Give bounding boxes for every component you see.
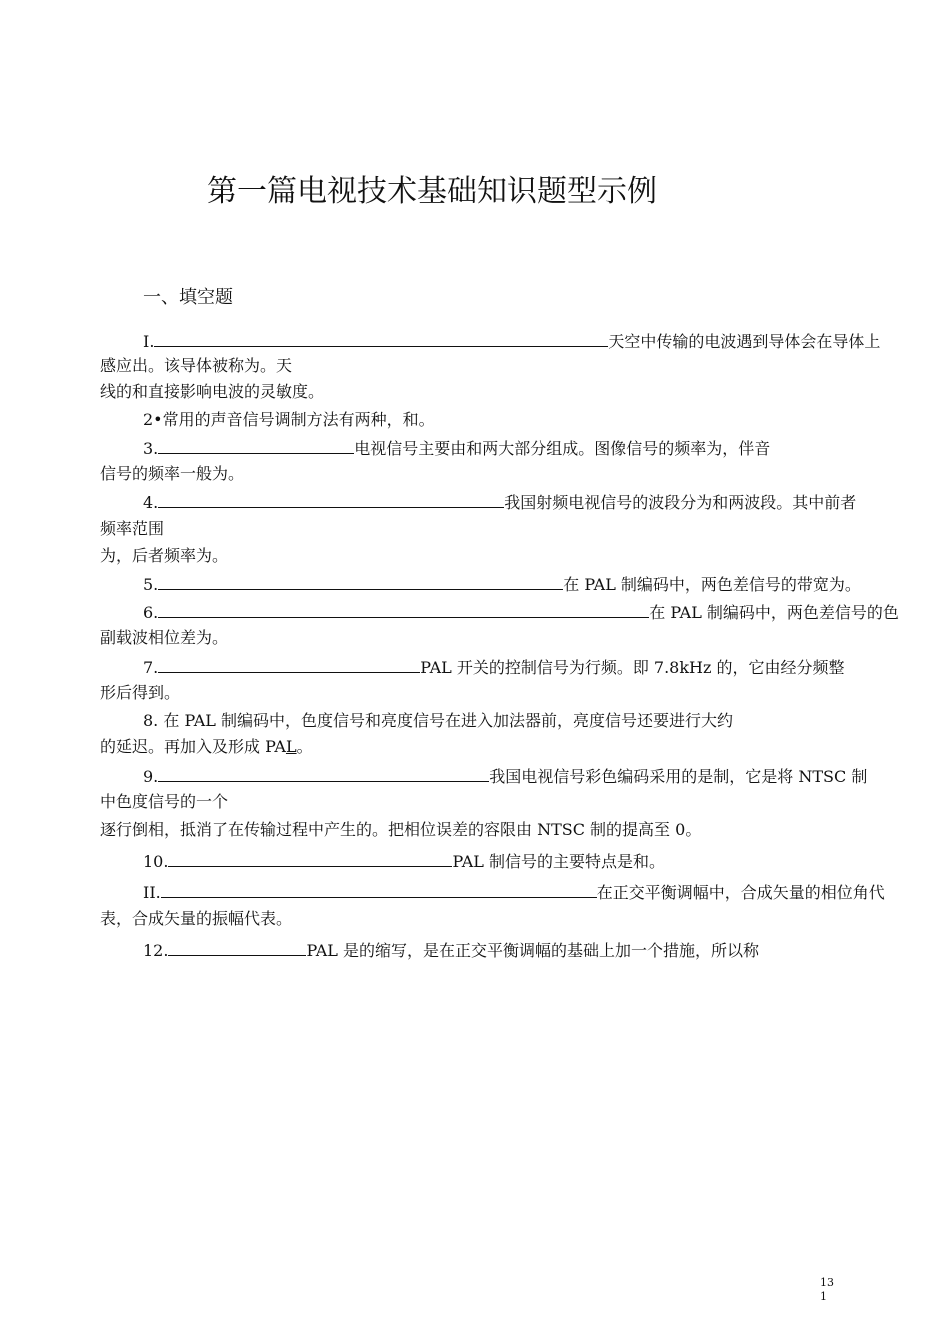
q10-number: 10. (143, 852, 169, 871)
q1-number: I. (143, 332, 155, 351)
q11-number: II. (143, 883, 161, 902)
question-11 (143, 882, 885, 903)
q11-text: 在正交平衡调幅中，合成矢量的相位角代 (596, 883, 885, 902)
q6-text: 在 PAL 制编码中，两色差信号的色 (649, 603, 899, 622)
question-7-cont: 形后得到。 (100, 683, 181, 702)
question-9-cont: 中色度信号的一个 (100, 792, 229, 811)
question-7 (143, 657, 845, 678)
q9-text: 我国电视信号彩色编码采用的是制，它是将 NTSC 制 (489, 767, 868, 786)
question-1 (143, 331, 880, 352)
q4-blank (158, 492, 504, 508)
q8-text-post: 。 (296, 737, 313, 756)
q12-text: PAL 是的缩写，是在正交平衡调幅的基础上加一个措施，所以称 (306, 941, 760, 960)
question-10 (143, 851, 665, 872)
question-8-cont (100, 737, 313, 757)
q10-text: PAL 制信号的主要特点是和。 (452, 852, 666, 871)
q1-text: 天空中传输的电波遇到导体会在导体上 (608, 332, 881, 351)
q5-blank (158, 574, 563, 590)
q6-number: 6. (143, 603, 159, 622)
q8-text-pre: 的延迟。再加入及形成 PA (100, 737, 286, 756)
q7-blank (158, 657, 420, 673)
q4-number: 4. (143, 493, 159, 512)
q3-text: 电视信号主要由和两大部分组成。图像信号的频率为，伴音 (354, 439, 771, 458)
question-3-cont: 信号的频率一般为。 (100, 464, 245, 483)
page-number-top: 13 (820, 1276, 834, 1289)
q10-blank (168, 851, 452, 867)
q6-blank (158, 602, 649, 618)
question-4-cont2: 为，后者频率为。 (100, 546, 229, 565)
q3-number: 3. (143, 439, 159, 458)
question-6 (143, 602, 899, 623)
q12-number: 12. (143, 941, 169, 960)
question-4-cont: 频率范围 (100, 519, 165, 538)
q1-blank (154, 331, 608, 347)
section-heading: 一、填空题 (143, 287, 233, 308)
page-number (820, 1276, 834, 1304)
question-2: 2•常用的声音信号调制方法有两种，和。 (143, 410, 435, 429)
q9-number: 9. (143, 767, 159, 786)
question-11-cont: 表，合成矢量的振幅代表。 (100, 909, 293, 928)
q5-text: 在 PAL 制编码中，两色差信号的带宽为。 (563, 575, 861, 594)
q8-text-underlined: L (285, 737, 297, 756)
q12-blank (168, 940, 306, 956)
question-12 (143, 940, 759, 961)
question-8: 8. 在 PAL 制编码中，色度信号和亮度信号在进入加法器前，亮度信号还要进行大约 (143, 711, 734, 730)
question-1-cont2: 线的和直接影响电波的灵敏度。 (100, 382, 325, 401)
q4-text: 我国射频电视信号的波段分为和两波段。其中前者 (504, 493, 857, 512)
q3-blank (158, 438, 354, 454)
q7-text: PAL 开关的控制信号为行频。即 7.8kHz 的，它由经分频整 (420, 658, 845, 677)
question-4 (143, 492, 856, 513)
question-3 (143, 438, 770, 459)
q11-blank (161, 882, 597, 898)
page-title: 第一篇电视技术基础知识题型示例 (207, 174, 657, 209)
q7-number: 7. (143, 658, 159, 677)
q9-blank (158, 766, 489, 782)
question-9-cont2: 逐行倒相，抵消了在传输过程中产生的。把相位误差的容限由 NTSC 制的提高至 0。 (100, 820, 702, 839)
page-number-bottom: 1 (820, 1290, 827, 1303)
question-1-cont: 感应出。该导体被称为。天 (100, 356, 293, 375)
question-9 (143, 766, 867, 787)
question-5 (143, 574, 861, 595)
question-6-cont: 副载波相位差为。 (100, 628, 229, 647)
q5-number: 5. (143, 575, 159, 594)
